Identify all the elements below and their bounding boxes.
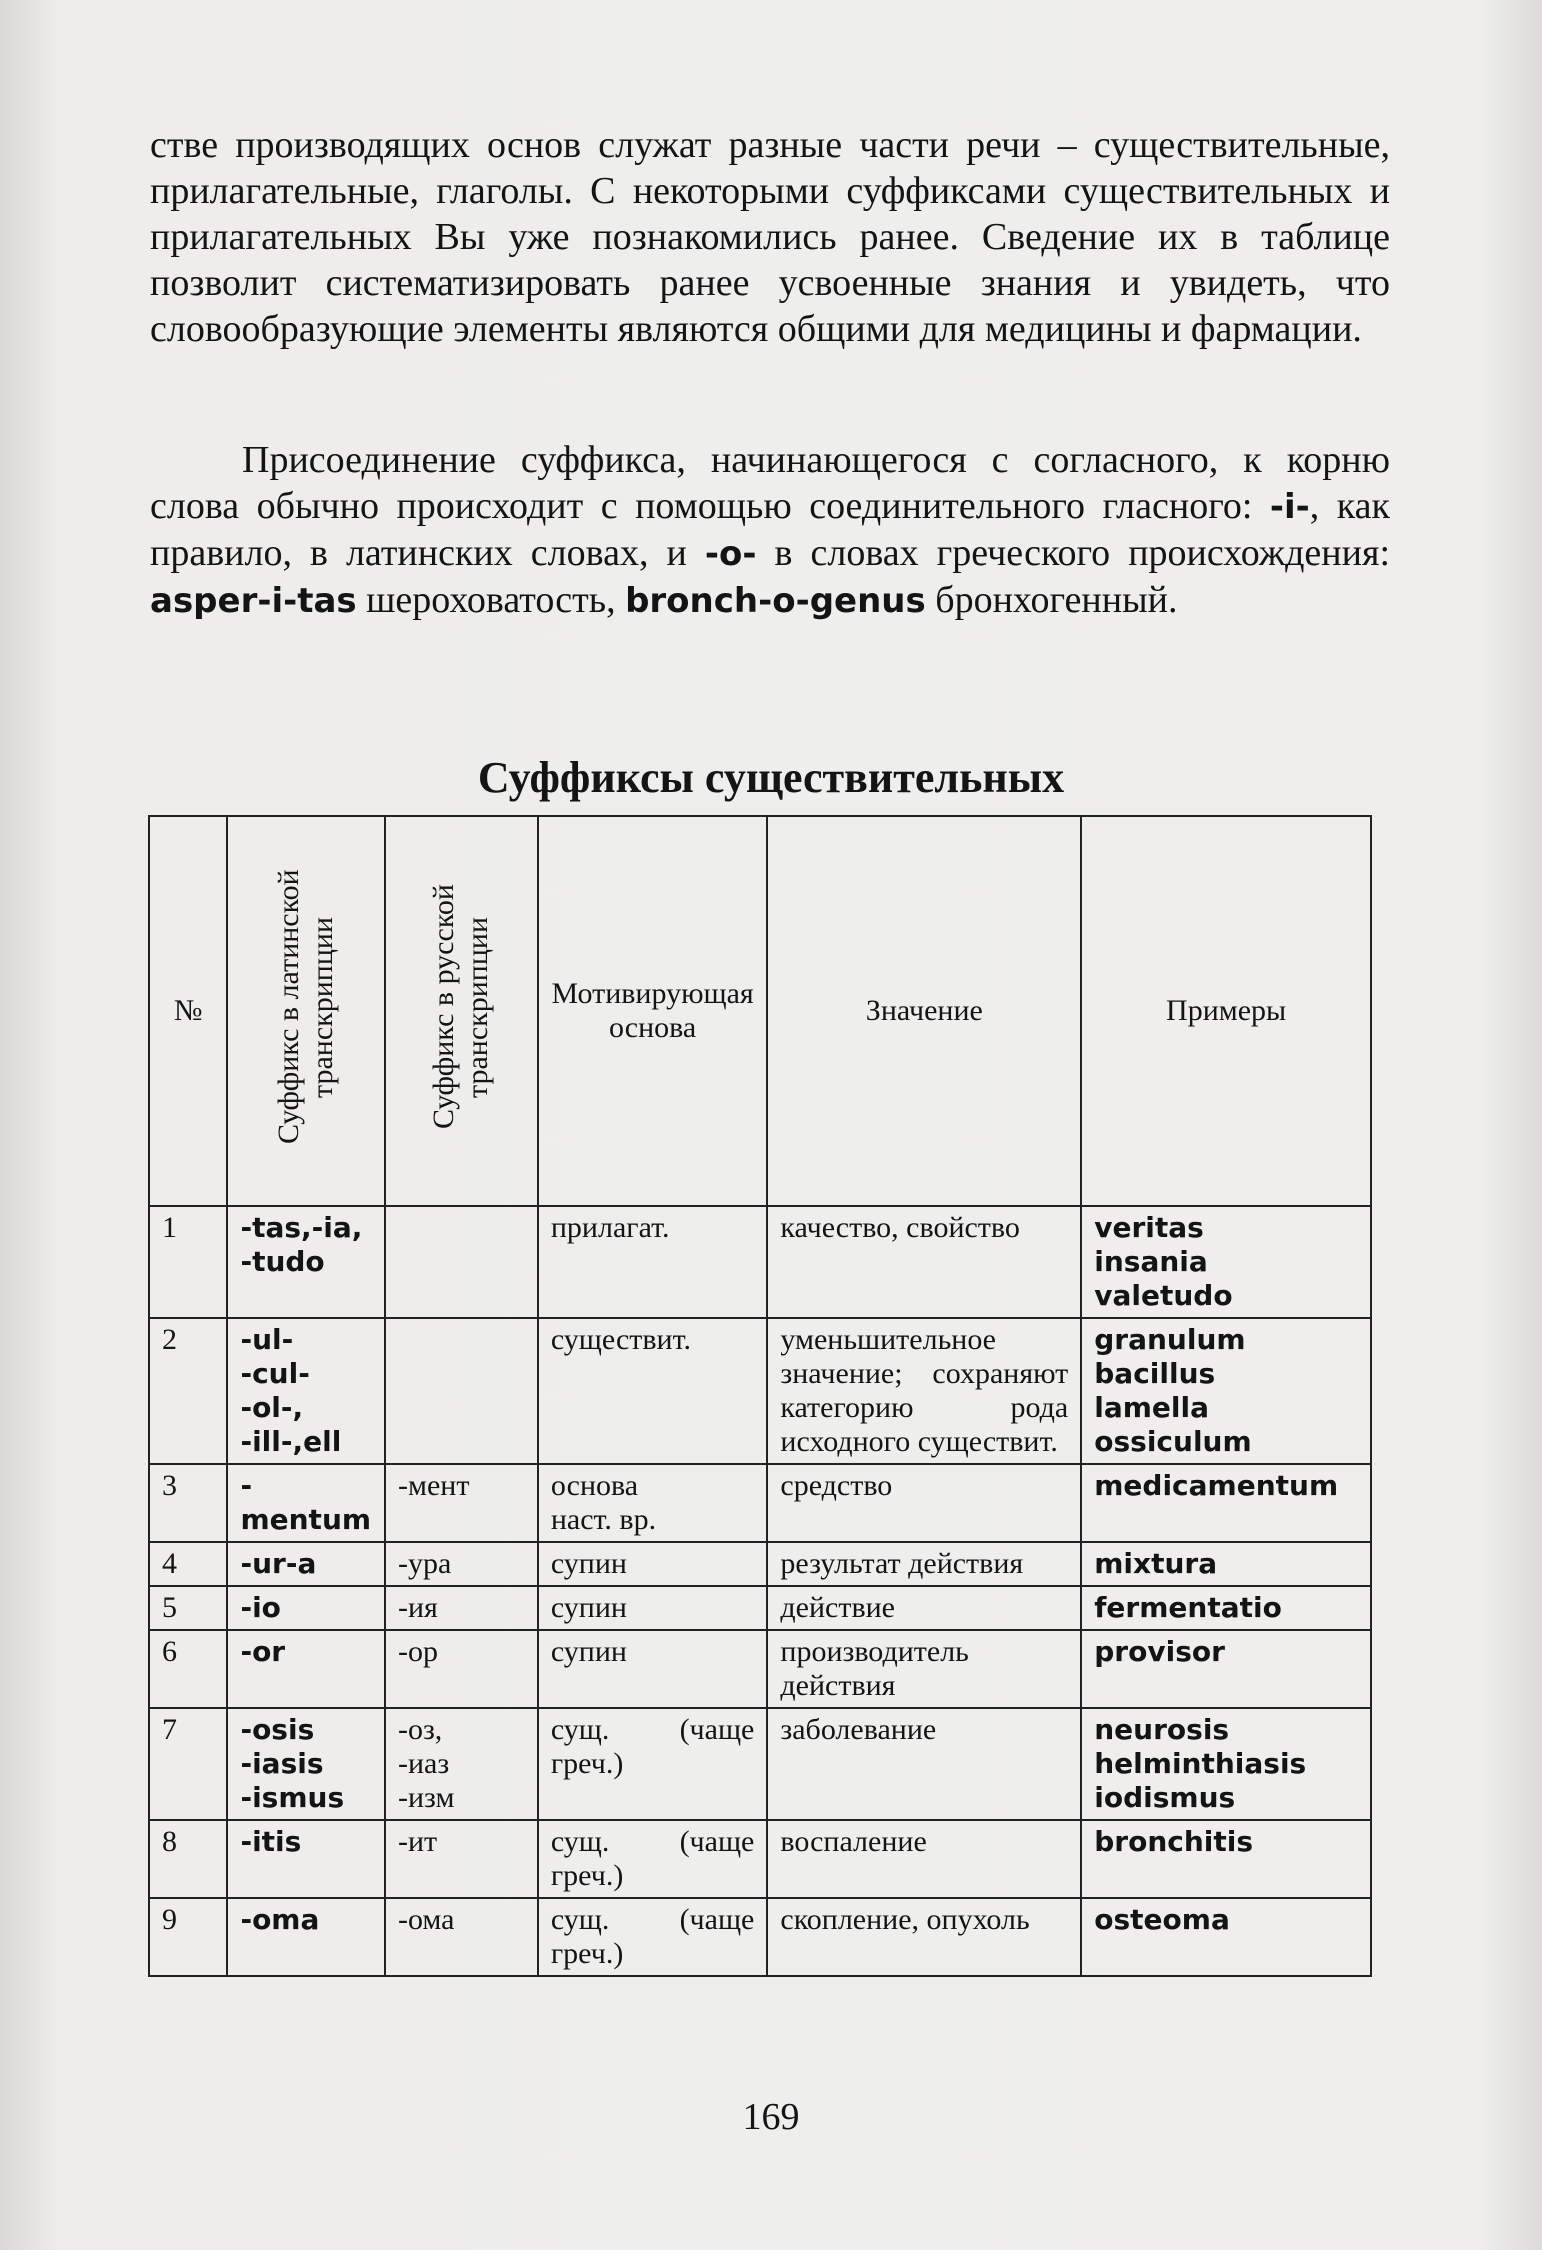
- cell-latin-suffix: -tas,-ia, -tudo: [227, 1206, 385, 1318]
- cell-motivating-stem: основа наст. вр.: [538, 1464, 768, 1542]
- text-span: , как правило, в латинских словах, и: [150, 485, 1390, 574]
- cell-examples: fermentatio: [1081, 1586, 1371, 1630]
- cell-number: 9: [149, 1898, 227, 1976]
- suffix-table: [148, 815, 1372, 1977]
- text-span: Присоединение суффикса, начинающегося с согласного, к корню слова обычно происходит с помощью соединительного гласного:: [150, 439, 1390, 527]
- cell-russian-suffix: -ия: [385, 1586, 538, 1630]
- cell-latin-suffix: -ur-a: [227, 1542, 385, 1586]
- paragraph-connecting-vowel: [150, 437, 1390, 624]
- cell-meaning: уменьшительное значение; сохраняют категорию рода исходного существит.: [767, 1318, 1081, 1464]
- cell-latin-suffix: -ul- -cul- -ol-, -ill-,ell: [227, 1318, 385, 1464]
- text-span: шероховатость,: [356, 579, 626, 621]
- cell-latin-suffix: -osis -iasis -ismus: [227, 1708, 385, 1820]
- table-row: [149, 1318, 1371, 1464]
- cell-examples: granulum bacillus lamella ossiculum: [1081, 1318, 1371, 1464]
- cell-latin-suffix: -or: [227, 1630, 385, 1708]
- page-number: 169: [742, 2096, 800, 2138]
- cell-russian-suffix: -ома: [385, 1898, 538, 1976]
- cell-russian-suffix: -ор: [385, 1630, 538, 1708]
- cell-number: 3: [149, 1464, 227, 1542]
- cell-examples: provisor: [1081, 1630, 1371, 1708]
- header-latin-suffix: [227, 816, 385, 1206]
- table-row: [149, 1586, 1371, 1630]
- header-latin-suffix-label: Суффикс в латинской транскрипции: [272, 869, 340, 1145]
- cell-meaning: производитель действия: [767, 1630, 1081, 1708]
- table-row: [149, 1820, 1371, 1898]
- cell-examples: osteoma: [1081, 1898, 1371, 1976]
- header-russian-suffix-label: Суффикс в русской транскрипции: [427, 884, 495, 1130]
- cell-motivating-stem: супин: [538, 1586, 768, 1630]
- cell-motivating-stem: сущ. (чаще греч.): [538, 1708, 768, 1820]
- header-russian-suffix: [385, 816, 538, 1206]
- cell-motivating-stem: прилагат.: [538, 1206, 768, 1318]
- bold-vowel-o: -o-: [704, 534, 757, 574]
- table-row: [149, 1542, 1371, 1586]
- cell-meaning: воспаление: [767, 1820, 1081, 1898]
- cell-motivating-stem: супин: [538, 1630, 768, 1708]
- cell-russian-suffix: -ура: [385, 1542, 538, 1586]
- header-number: №: [149, 816, 227, 1206]
- cell-motivating-stem: существит.: [538, 1318, 768, 1464]
- table-row: [149, 1206, 1371, 1318]
- cell-russian-suffix: -мент: [385, 1464, 538, 1542]
- cell-latin-suffix: -io: [227, 1586, 385, 1630]
- cell-meaning: качество, свойство: [767, 1206, 1081, 1318]
- table-header-row: [149, 816, 1371, 1206]
- cell-meaning: заболевание: [767, 1708, 1081, 1820]
- cell-latin-suffix: -itis: [227, 1820, 385, 1898]
- cell-russian-suffix: -ит: [385, 1820, 538, 1898]
- cell-motivating-stem: супин: [538, 1542, 768, 1586]
- cell-meaning: действие: [767, 1586, 1081, 1630]
- cell-examples: mixtura: [1081, 1542, 1371, 1586]
- cell-examples: veritas insania valetudo: [1081, 1206, 1371, 1318]
- text-span: бронхогенный.: [925, 579, 1178, 621]
- cell-latin-suffix: -oma: [227, 1898, 385, 1976]
- cell-number: 8: [149, 1820, 227, 1898]
- example-asperitas: asper-i-tas: [150, 581, 357, 621]
- example-bronchogenus: bronch-o-genus: [625, 581, 926, 621]
- cell-number: 2: [149, 1318, 227, 1464]
- cell-russian-suffix: [385, 1206, 538, 1318]
- cell-motivating-stem: сущ. (чаще греч.): [538, 1898, 768, 1976]
- cell-meaning: средство: [767, 1464, 1081, 1542]
- paragraph-intro: стве производящих основ служат разные части речи – существительные, прилагательные, глаголы. С некоторыми суффиксами существительных и прилагательных Вы уже познакомились ранее. Сведение их в таблице позволит систематизировать ранее усвоенные знания и увидеть, что словообразующие элементы являются общими для медицины и фармации.: [150, 124, 1390, 350]
- header-meaning: Значение: [767, 816, 1081, 1206]
- cell-examples: bronchitis: [1081, 1820, 1371, 1898]
- cell-russian-suffix: -оз, -иаз -изм: [385, 1708, 538, 1820]
- cell-number: 4: [149, 1542, 227, 1586]
- bold-vowel-i: -i-: [1269, 487, 1310, 527]
- table-row: [149, 1708, 1371, 1820]
- cell-motivating-stem: сущ. (чаще греч.): [538, 1820, 768, 1898]
- cell-number: 6: [149, 1630, 227, 1708]
- cell-examples: medicamentum: [1081, 1464, 1371, 1542]
- cell-number: 1: [149, 1206, 227, 1318]
- cell-meaning: результат действия: [767, 1542, 1081, 1586]
- cell-meaning: скопление, опухоль: [767, 1898, 1081, 1976]
- header-examples: Примеры: [1081, 816, 1371, 1206]
- cell-number: 5: [149, 1586, 227, 1630]
- cell-latin-suffix: -mentum: [227, 1464, 385, 1542]
- cell-number: 7: [149, 1708, 227, 1820]
- table-title: Суффиксы существительных: [477, 753, 1065, 802]
- table-row: [149, 1630, 1371, 1708]
- table-body: [149, 1206, 1371, 1976]
- cell-examples: neurosis helminthiasis iodismus: [1081, 1708, 1371, 1820]
- table-row: [149, 1464, 1371, 1542]
- cell-russian-suffix: [385, 1318, 538, 1464]
- header-motivating-stem: Мотивирующая основа: [538, 816, 768, 1206]
- table-row: [149, 1898, 1371, 1976]
- text-span: в словах греческого происхождения:: [756, 532, 1390, 574]
